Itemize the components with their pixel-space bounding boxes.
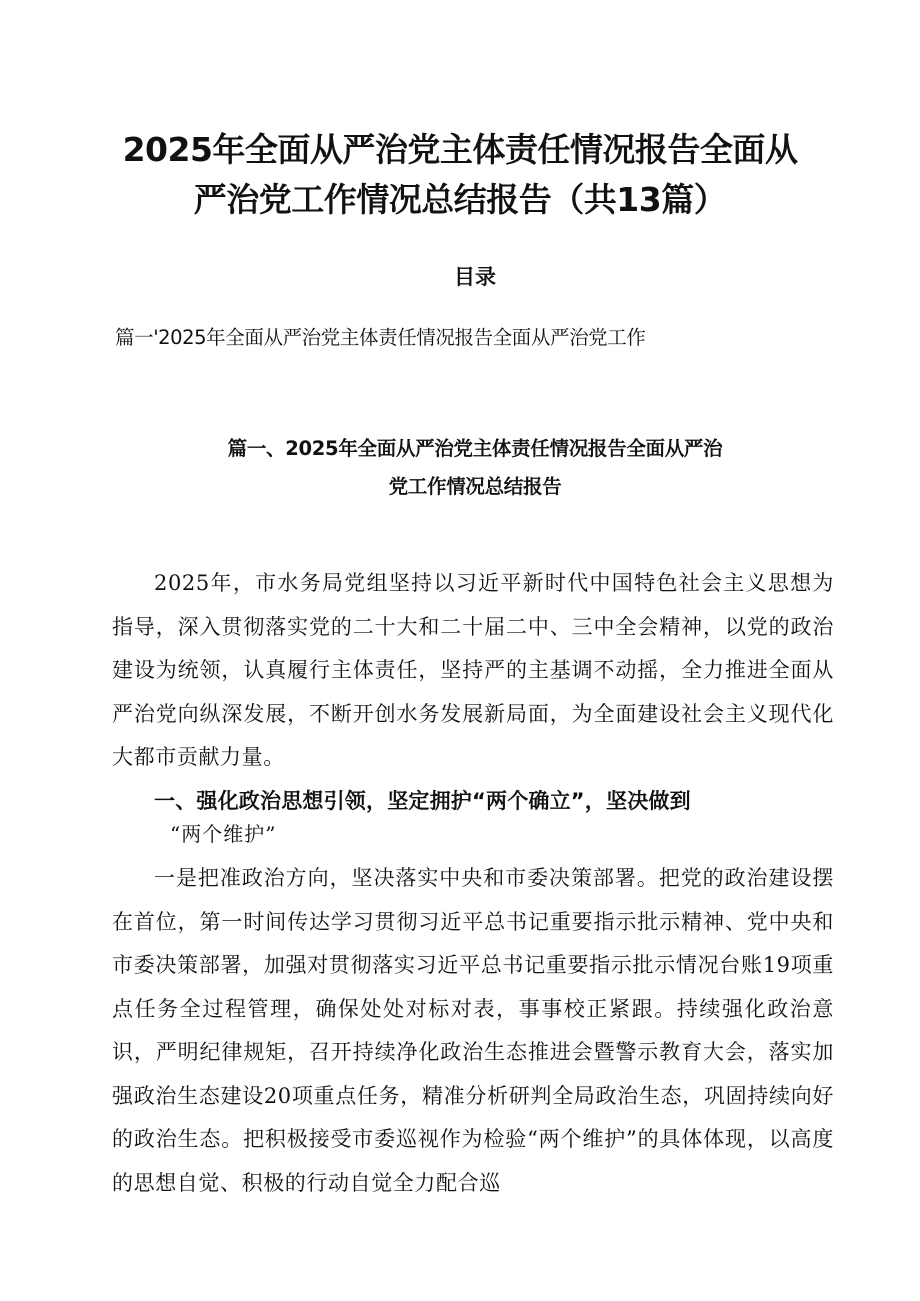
document-title-line-1: 2025年全面从严治党主体责任情况报告全面从 — [122, 130, 798, 169]
section-title-line-1: 篇一、2025年全面从严治党主体责任情况报告全面从严治 — [227, 437, 723, 460]
heading-level-1-continuation: “两个维护” — [170, 822, 277, 846]
document-title-line-2: 严治党工作情况总结报告（共13篇） — [193, 180, 727, 219]
intro-paragraph: 2025年，市水务局党组坚持以习近平新时代中国特色社会主义思想为指导，深入贯彻落实党的二十大和二十届二中、三中全会精神，以党的政治建设为统领，认真履行主体责任，坚持严的主基调不动摇，全力推进全面从严治党向纵深发展，不断开创水务发展新局面，为全面建设社会主义现代化大都市贡献力量。 — [112, 571, 834, 769]
toc-heading: 目录 — [454, 265, 496, 289]
heading-level-1: 一、强化政治思想引领，坚定拥护“两个确立”，坚决做到 — [154, 789, 691, 813]
section-title-line-2: 党工作情况总结报告 — [388, 475, 562, 498]
body-paragraph: 一是把准政治方向，坚决落实中央和市委决策部署。把党的政治建设摆在首位，第一时间传达学习贯彻习近平总书记重要指示批示精神、党中央和市委决策部署，加强对贯彻落实习近平总书记重要指示批示情况台账19项重点任务全过程管理，确保处处对标对表，事事校正紧跟。持续强化政治意识，严明纪律规矩，召开持续净化政治生态推进会暨警示教育大会，落实加强政治生态建设20项重点任务，精准分析研判全局政治生态，巩固持续向好的政治生态。把积极接受市委巡视作为检验“两个维护”的具体体现，以高度的思想自觉、积极的行动自觉全力配合巡 — [112, 866, 834, 1195]
toc-item-1[interactable]: 篇一'2025年全面从严治党主体责任情况报告全面从严治党工作 — [115, 326, 646, 349]
section-title — [150, 430, 800, 506]
